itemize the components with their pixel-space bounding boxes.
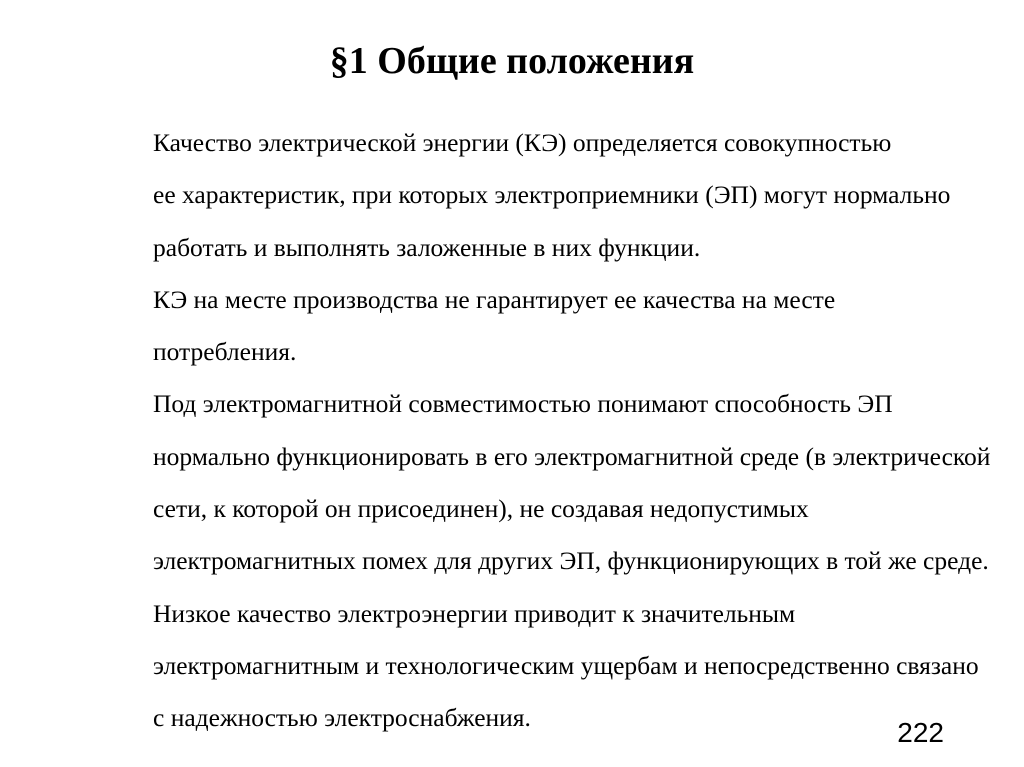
text-line: электромагнитных помех для других ЭП, функционирующих в той же среде.: [153, 546, 989, 576]
text-line: Низкое качество электроэнергии приводит к значительным: [153, 598, 796, 628]
text-line: потребления.: [153, 337, 297, 367]
slide-title: §1 Общие положения: [329, 40, 695, 82]
text-line: сети, к которой он присоединен), не создавая недопустимых: [153, 494, 809, 524]
paragraph-quality-definition: [55, 117, 1000, 274]
text-line: ее характеристик, при которых электроприемники (ЭП) могут нормально: [153, 180, 951, 210]
text-line: Под электромагнитной совместимостью понимают способность ЭП: [153, 389, 893, 419]
paragraph-emc-definition: [55, 378, 1000, 587]
text-line: работать и выполнять заложенные в них функции.: [153, 232, 701, 262]
page-number: 222: [897, 717, 944, 748]
paragraph-production-consumption: [55, 274, 1000, 379]
text-line: с надежностью электроснабжения.: [153, 703, 531, 733]
text-line: электромагнитным и технологическим ущербам и непосредственно связано: [153, 650, 979, 680]
text-line: Качество электрической энергии (КЭ) определяется совокупностью: [153, 128, 892, 157]
slide-body: [55, 117, 1000, 745]
paragraph-low-quality-consequences: [55, 588, 1000, 745]
text-line: нормально функционировать в его электромагнитной среде (в электрической: [153, 441, 991, 471]
text-line: КЭ на месте производства не гарантирует ее качества на месте: [153, 284, 836, 314]
